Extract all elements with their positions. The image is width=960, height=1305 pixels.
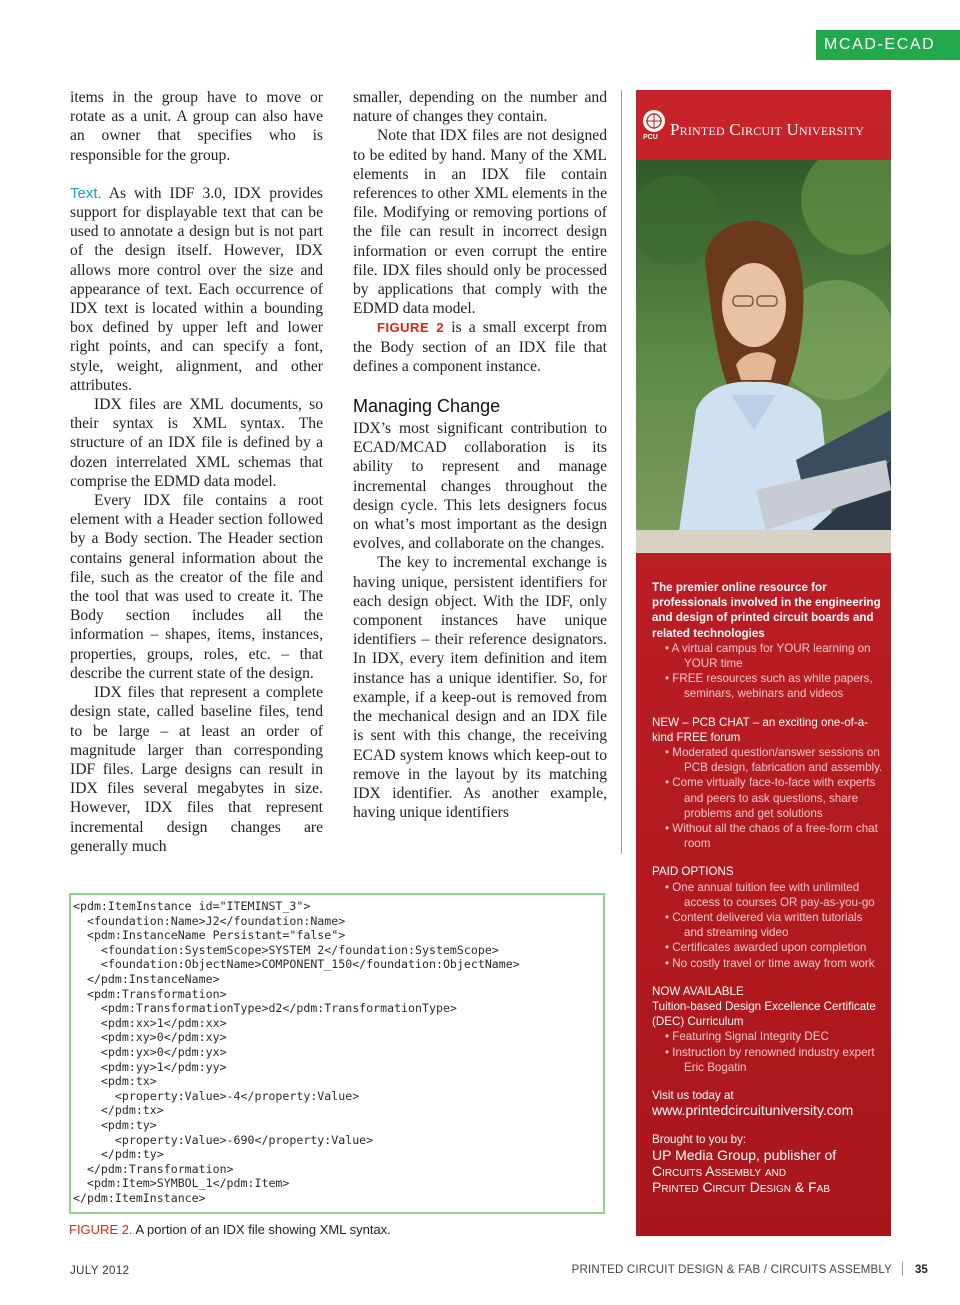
- code-line: <pdm:yy>1</pdm:yy>: [73, 1059, 227, 1074]
- ad-body: [652, 580, 884, 1195]
- ad-publisher-block: [652, 1132, 884, 1195]
- publisher-line: UP Media Group, publisher of: [652, 1146, 837, 1163]
- code-line: <pdm:InstanceName Persistant="false">: [73, 928, 346, 943]
- section-tag: MCAD-ECAD: [816, 30, 960, 60]
- ad-intro-list: [652, 641, 884, 702]
- advertisement[interactable]: [636, 90, 891, 1236]
- ad-paid-block: [652, 864, 884, 970]
- caption-text: A portion of an IDX file showing XML syntax.: [132, 1222, 391, 1237]
- code-line: <pdm:ty>: [73, 1117, 157, 1132]
- code-line: <pdm:tx>: [73, 1074, 157, 1089]
- code-line: <pdm:TransformationType>d2</pdm:TransformationType>: [73, 1001, 457, 1016]
- list-item: • A virtual campus for YOUR learning on YOUR time: [652, 641, 884, 671]
- list-item: • Moderated question/answer sessions on PCB design, fabrication and assembly.: [652, 745, 884, 775]
- code-line: <pdm:ItemInstance id="ITEMINST_3">: [73, 899, 311, 913]
- code-line: <foundation:Name>J2</foundation:Name>: [73, 913, 346, 928]
- ad-photo: [636, 160, 891, 553]
- list-item: • One annual tuition fee with unlimited access to courses OR pay-as-you-go: [652, 880, 884, 910]
- paragraph: IDX files that represent a complete design state, called baseline files, tend to be large – at least an order of magnitude larger than corresponding IDF files. Large designs can result in IDX files several megabytes in size. However, IDX files that represent incremental design changes are generally much: [70, 684, 323, 855]
- code-line: <property:Value>-690</property:Value>: [73, 1132, 374, 1147]
- ad-url-link[interactable]: www.printedcircuituniversity.com: [652, 1102, 854, 1119]
- publication-name: Circuits Assembly and: [652, 1162, 787, 1179]
- code-line: </pdm:ItemInstance>: [73, 1190, 206, 1205]
- left-column: [70, 88, 323, 856]
- code-line: <foundation:ObjectName>COMPONENT_150</foundation:ObjectName>: [73, 957, 520, 972]
- code-line: <pdm:xx>1</pdm:xx>: [73, 1015, 227, 1030]
- code-line: </pdm:Transformation>: [73, 1161, 234, 1176]
- list-item: • FREE resources such as white papers, seminars, webinars and videos: [652, 671, 884, 701]
- publication-name: Printed Circuit Design & Fab: [652, 1178, 831, 1195]
- footer-publication: [572, 1264, 892, 1276]
- figure-caption: [69, 1222, 391, 1237]
- ad-brought-label: Brought to you by:: [652, 1132, 747, 1146]
- list-item: • Without all the chaos of a free-form chat room: [652, 821, 884, 851]
- code-line: <foundation:SystemScope>SYSTEM 2</foundation:SystemScope>: [73, 942, 499, 957]
- column-divider: [621, 90, 622, 854]
- ad-now-list: [652, 1029, 884, 1075]
- list-item: • Instruction by renowned industry expert Eric Bogatin: [652, 1045, 884, 1075]
- code-line: </pdm:InstanceName>: [73, 971, 220, 986]
- footer-divider: [902, 1262, 903, 1276]
- paragraph: items in the group have to move or rotate as a unit. A group can also have an owner that specifies who is responsible for the group.: [70, 89, 323, 164]
- figure-reference: FIGURE 2: [377, 320, 445, 336]
- ad-brand: Printed Circuit University: [670, 120, 865, 139]
- ad-paid-heading: PAID OPTIONS: [652, 865, 734, 879]
- ad-header: [636, 90, 891, 160]
- code-figure: [69, 893, 605, 1214]
- code-line: </pdm:tx>: [73, 1103, 164, 1118]
- paragraph-text: As with IDF 3.0, IDX provides support for displayable text that can be used to annotate a design but is not part of the design itself. However, IDX allows more control over the size and appearance of text. Each occurrence of IDX text is located within a bounding box defined by upper left and lower right points, and can specify a font, style, weight, alignment, and other attributes.: [70, 184, 323, 394]
- ad-now-block: [652, 984, 884, 1075]
- ad-now-heading: NOW AVAILABLE: [652, 984, 744, 998]
- ad-publisher: [652, 1147, 884, 1195]
- section-heading: Managing Change: [353, 396, 501, 417]
- paragraph: The key to incremental exchange is having unique, persistent identifiers for each design object. With the IDF, only component instances have unique identifiers – their reference designators. In IDX, every item definition and item instance has a unique identifier. So, for example, if a keep-out is removed from the mechanical design and an IDX file is sent with this change, the receiving ECAD system knows which keep-out to remove in the layout by its matching IDX identifier. As another example, having unique identifiers: [353, 554, 607, 822]
- paragraph: smaller, depending on the number and nature of changes they contain.: [353, 89, 607, 126]
- paragraph: [70, 184, 323, 395]
- logo-text: PCU: [643, 134, 658, 141]
- code-line: </pdm:ty>: [73, 1147, 164, 1162]
- list-item: • Featuring Signal Integrity DEC: [652, 1029, 884, 1044]
- code-listing: [73, 899, 603, 1205]
- runin-heading: Text.: [70, 184, 102, 202]
- pcu-logo-icon: [643, 110, 665, 132]
- ad-intro-block: [652, 580, 884, 702]
- paragraph: IDX’s most significant contribution to ECAD/MCAD collaboration is its ability to represent and manage incremental changes throughout the design cycle. This lets designers focus on what’s most important as the design evolves, and collaborate on the changes.: [353, 420, 607, 553]
- ad-visit-block: [652, 1088, 884, 1118]
- ad-intro: The premier online resource for professionals involved in the engineering and design of printed circuit boards and related technologies: [652, 581, 881, 640]
- ad-new-list: [652, 745, 884, 851]
- list-item: • Certificates awarded upon completion: [652, 940, 884, 955]
- paragraph-text: is a small excerpt from the Body section of an IDX file that defines a component instance.: [353, 319, 607, 375]
- publication-title: PRINTED CIRCUIT DESIGN & FAB / CIRCUITS ASSEMBLY: [571, 1264, 892, 1276]
- paragraph: Note that IDX files are not designed to be edited by hand. Many of the XML elements in an IDX file contain references to other XML elements in the file. Modifying or removing portions of the file can result in incorrect design information or even corrupt the entire file. IDX files should only be processed by applications that comply with the EDMD data model.: [353, 127, 607, 318]
- paragraph: [353, 318, 607, 376]
- code-line: <pdm:Transformation>: [73, 986, 227, 1001]
- ad-visit-label: Visit us today at: [652, 1089, 734, 1103]
- code-line: <pdm:yx>0</pdm:yx>: [73, 1044, 227, 1059]
- footer-date: JULY 2012: [70, 1265, 130, 1277]
- figure-label: FIGURE 2.: [69, 1222, 133, 1237]
- list-item: • Come virtually face-to-face with experts and peers to ask questions, share problems and get solutions: [652, 775, 884, 821]
- code-line: <pdm:xy>0</pdm:xy>: [73, 1030, 227, 1045]
- ad-new-block: [652, 715, 884, 852]
- list-item: • Content delivered via written tutorials and streaming video: [652, 910, 884, 940]
- page-number: 35: [915, 1264, 928, 1276]
- ad-new-heading: NEW – PCB CHAT – an exciting one-of-a-kind FREE forum: [652, 715, 869, 744]
- code-line: <pdm:Item>SYMBOL_1</pdm:Item>: [73, 1176, 290, 1191]
- ad-paid-list: [652, 880, 884, 971]
- code-line: <property:Value>-4</property:Value>: [73, 1088, 360, 1103]
- list-item: • No costly travel or time away from work: [652, 956, 884, 971]
- ad-now-subheading: Tuition-based Design Excellence Certificate (DEC) Curriculum: [652, 1000, 876, 1029]
- middle-column: [353, 88, 607, 822]
- paragraph: IDX files are XML documents, so their syntax is XML syntax. The structure of an IDX file is defined by a dozen interrelated XML schemas that comprise the EDMD data model.: [70, 396, 323, 490]
- paragraph: Every IDX file contains a root element with a Header section followed by a Body section. The Header section contains general information about the file, such as the creator of the file and the tool that was used to create it. The Body section includes all the information – shapes, items, instances, properties, groups, roles, etc. – that describe the current state of the design.: [70, 492, 323, 682]
